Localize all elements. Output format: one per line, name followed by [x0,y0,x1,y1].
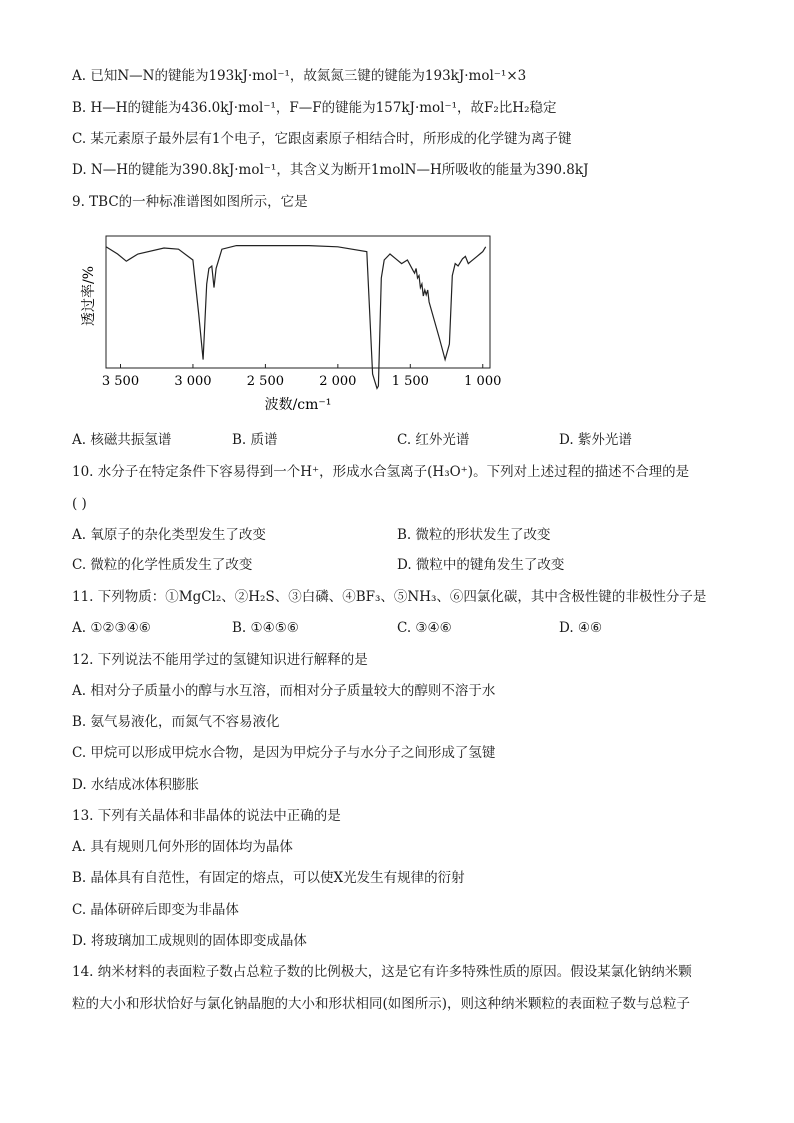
x-ticks [120,364,482,368]
x-tick-labels [102,374,501,389]
q13-stem: 13. 下列有关晶体和非晶体的说法中正确的是 [72,808,341,824]
q9-option-c: C. 红外光谱 [397,432,470,448]
q13-option-c: C. 晶体研碎后即变为非晶体 [72,902,239,918]
q11-stem: 11. 下列物质：①MgCl₂、②H₂S、③白磷、④BF₃、⑤NH₃、⑥四氯化碳，其中含极性键的非极性分子是 [72,589,707,605]
x-tick-label-2: 2 500 [246,374,285,389]
q9-stem: 9. TBC的一种标准谱图如图所示，它是 [72,194,308,210]
q14-line2: 粒的大小和形状恰好与氯化钠晶胞的大小和形状相同(如图所示)，则这种纳米颗粒的表面粒子数与总粒子 [72,996,691,1012]
x-tick-label-4: 1 500 [391,374,429,389]
q10-stem: 10. 水分子在特定条件下容易得到一个H⁺，形成水合氢离子(H₃O⁺)。下列对上述过程的描述不合理的是 [72,464,690,480]
q13-option-a: A. 具有规则几何外形的固体均为晶体 [72,839,293,855]
x-tick-label-0: 3 500 [101,374,140,389]
x-tick-label-1: 3 000 [174,374,212,389]
q10-options-row1 [72,526,732,544]
q10-options-row2 [72,556,732,574]
q9-option-d: D. 紫外光谱 [559,432,632,448]
q8-option-a: A. 已知N—N的键能为193kJ·mol⁻¹，故氮氮三键的键能为193kJ·mol⁻¹×3 [72,68,527,84]
q11-option-c: C. ③④⑥ [397,620,452,636]
q11-option-d: D. ④⑥ [559,620,603,636]
q12-option-c: C. 甲烷可以形成甲烷水合物，是因为甲烷分子与水分子之间形成了氢键 [72,745,496,761]
chart-xlabel: 波数/cm⁻¹ [264,397,332,413]
q9-option-b: B. 质谱 [232,432,278,448]
q13-option-b: B. 晶体具有自范性，有固定的熔点，可以使X光发生有规律的衍射 [72,870,465,886]
q10-option-b: B. 微粒的形状发生了改变 [397,527,551,543]
q10-option-d: D. 微粒中的键角发生了改变 [397,557,565,573]
q10-option-a: A. 氧原子的杂化类型发生了改变 [72,527,266,543]
q9-option-a: A. 核磁共振氢谱 [72,432,172,448]
q8-option-d: D. N—H的键能为390.8kJ·mol⁻¹，其含义为断开1molN—H所吸收的能量为390.8kJ [72,162,589,178]
x-tick-label-5: 1 000 [464,374,502,389]
q13-option-d: D. 将玻璃加工成规则的固体即变成晶体 [72,933,307,949]
q11-option-b: B. ①④⑤⑥ [232,620,299,636]
q12-option-d: D. 水结成冰体积膨胀 [72,777,199,793]
q12-option-b: B. 氨气易液化，而氮气不容易液化 [72,714,280,730]
q10-blank: ( ) [72,496,87,512]
plot-frame [106,236,490,368]
x-tick-label-3: 2 000 [319,374,357,389]
q8-option-c: C. 某元素原子最外层有1个电子，它跟卤素原子相结合时，所形成的化学键为离子键 [72,131,572,147]
q12-stem: 12. 下列说法不能用学过的氢键知识进行解释的是 [72,652,368,668]
q12-option-a: A. 相对分子质量小的醇与水互溶，而相对分子质量较大的醇则不溶于水 [72,683,496,699]
q8-option-b: B. H—H的键能为436.0kJ·mol⁻¹，F—F的键能为157kJ·mol⁻¹，故F₂比H₂稳定 [72,100,557,116]
q11-options [72,619,732,637]
q10-option-c: C. 微粒的化学性质发生了改变 [72,557,253,573]
q14-line1: 14. 纳米材料的表面粒子数占总粒子数的比例极大，这是它有许多特殊性质的原因。假设某氯化钠纳米颗 [72,964,692,980]
q11-option-a: A. ①②③④⑥ [72,620,151,636]
spectrum-line [106,246,486,389]
ir-spectrum-chart [75,226,505,416]
q9-options [72,431,732,449]
chart-ylabel: 透过率/% [81,265,97,327]
